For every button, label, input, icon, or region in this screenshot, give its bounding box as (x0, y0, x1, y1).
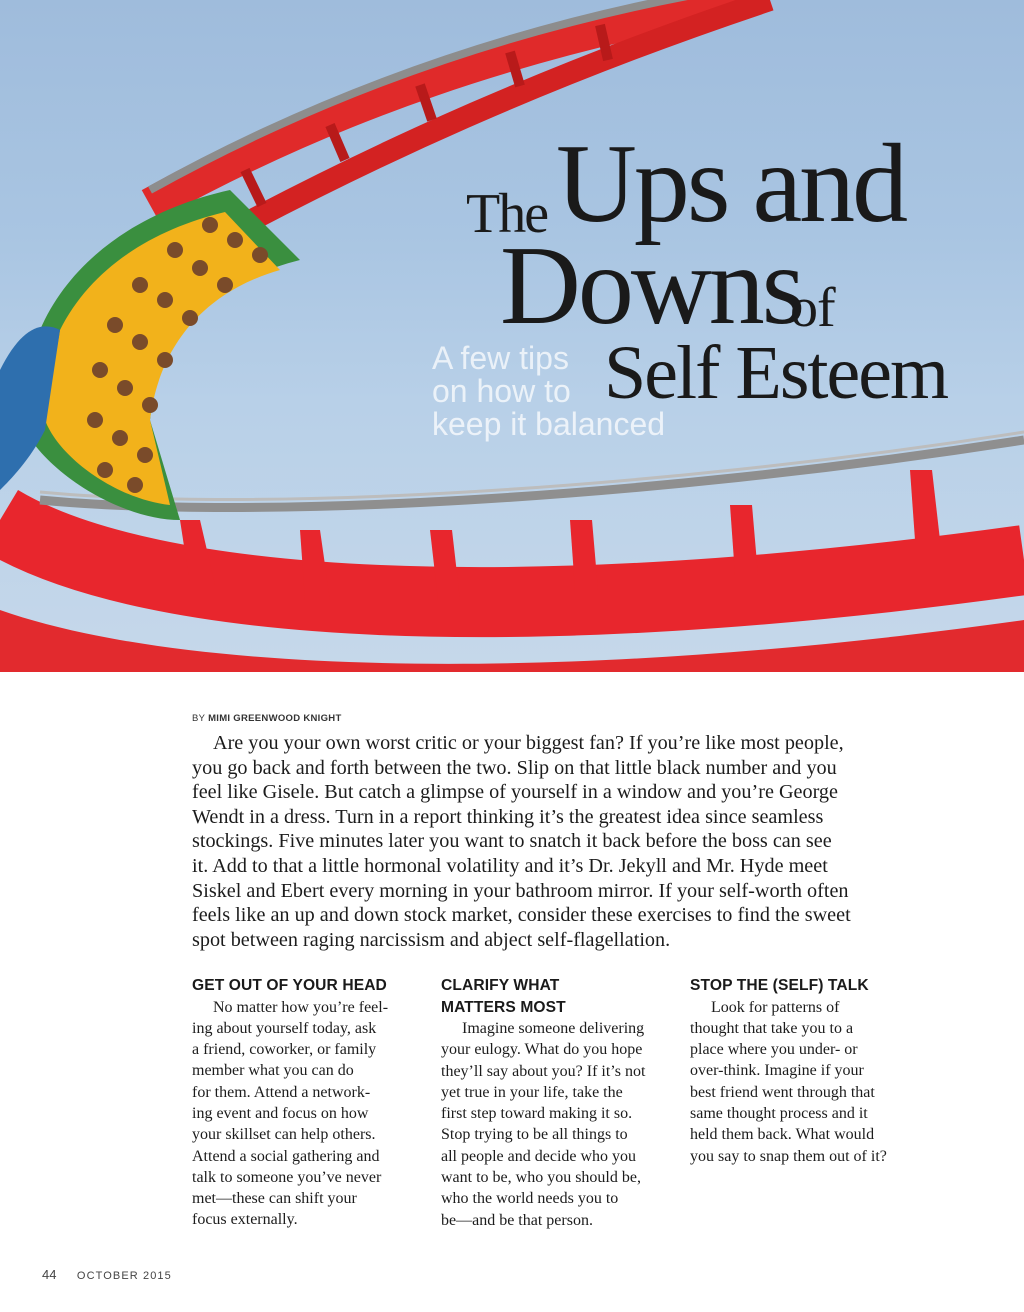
title-the: The (466, 183, 548, 245)
tip-heading (192, 975, 427, 997)
subtitle-line: keep it balanced (432, 406, 666, 442)
tip-heading (441, 975, 676, 1018)
tip-body-line: talk to someone you’ve never (192, 1168, 382, 1186)
byline-prefix: BY (192, 713, 206, 724)
tip-body-line: No matter how you’re feel- (213, 998, 389, 1016)
tip-body-line: Look for patterns of (711, 998, 840, 1016)
issue-date: OCTOBER 2015 (76, 1270, 172, 1282)
subtitle-line: on how to (432, 373, 571, 409)
tip-heading (690, 975, 925, 997)
tip-body-line: a friend, coworker, or family (192, 1041, 377, 1059)
tip-body-line: your skillset can help others. (192, 1126, 376, 1144)
tip-body-line: they’ll say about you? If it’s not (441, 1062, 646, 1080)
tip-body-line: same thought process and it (690, 1104, 868, 1122)
title-downs: Downs (500, 224, 803, 348)
intro-line: spot between raging narcissism and abject self-flagellation. (192, 928, 671, 951)
author-name: MIMI GREENWOOD KNIGHT (208, 713, 342, 724)
tip-body (192, 997, 427, 1231)
tip-body-line: who the world needs you to (441, 1190, 619, 1208)
tip-heading-line: STOP THE (SELF) TALK (690, 977, 869, 994)
tip-body-line: best friend went through that (690, 1083, 875, 1101)
tip-body-line: met—these can shift your (192, 1190, 357, 1208)
tip-body-line: member what you can do (192, 1062, 354, 1080)
tip-body-line: Imagine someone delivering (462, 1020, 645, 1037)
tip-body-line: Attend a social gathering and (192, 1147, 380, 1165)
tip-column-3 (690, 975, 925, 1167)
subtitle-line: A few tips (432, 340, 569, 376)
tip-body-line: your eulogy. What do you hope (441, 1041, 643, 1059)
intro-line: you go back and forth between the two. Slip on that little black number and you (192, 756, 837, 779)
tip-body-line: you say to snap them out of it? (690, 1147, 887, 1165)
tip-heading-line: CLARIFY WHAT (441, 977, 560, 994)
tip-body (441, 1018, 676, 1231)
tip-body-line: first step toward making it so. (441, 1105, 633, 1123)
tip-body-line: yet true in your life, take the (441, 1083, 623, 1101)
tip-body-line: place where you under- or (690, 1041, 858, 1059)
tip-column-1 (192, 975, 427, 1231)
intro-line: feels like an up and down stock market, consider these exercises to find the sweet (192, 904, 851, 927)
page-footer (42, 1266, 172, 1284)
tip-body-line: ing about yourself today, ask (192, 1019, 377, 1037)
tip-body-line: focus externally. (192, 1211, 298, 1229)
intro-paragraph (192, 731, 932, 952)
tip-heading-line: MATTERS MOST (441, 998, 566, 1016)
intro-line: stockings. Five minutes later you want to snatch it back before the boss can see (192, 830, 832, 853)
intro-line: Are you your own worst critic or your biggest fan? If you’re like most people, (213, 732, 844, 754)
tip-body-line: be—and be that person. (441, 1211, 593, 1229)
title-self-esteem: Self Esteem (604, 331, 948, 415)
intro-line: feel like Gisele. But catch a glimpse of yourself in a window and you’re George (192, 781, 838, 804)
tip-body-line: over-think. Imagine if your (690, 1062, 864, 1080)
subtitle (432, 342, 732, 441)
title-ups-and: Ups and (556, 122, 906, 246)
intro-line: Siskel and Ebert every morning in your bathroom mirror. If your self-worth often (192, 879, 849, 902)
tip-body-line: all people and decide who you (441, 1147, 637, 1165)
tip-body-line: want to be, who you should be, (441, 1169, 641, 1187)
tip-body-line: Stop trying to be all things to (441, 1126, 628, 1144)
tip-body (690, 997, 925, 1167)
tip-body-line: held them back. What would (690, 1126, 875, 1144)
tip-column-2 (441, 975, 676, 1231)
tip-body-line: for them. Attend a network- (192, 1083, 371, 1101)
tip-body-line: thought that take you to a (690, 1019, 854, 1037)
tip-body-line: ing event and focus on how (192, 1104, 369, 1122)
byline (192, 713, 342, 724)
title-of: of (790, 277, 835, 339)
page-number: 44 (42, 1267, 57, 1282)
tip-heading-line: GET OUT OF YOUR HEAD (192, 977, 387, 994)
intro-line: Wendt in a dress. Turn in a report thinking it’s the greatest idea since seamless (192, 805, 824, 828)
intro-line: it. Add to that a little hormonal volatility and it’s Dr. Jekyll and Mr. Hyde meet (192, 854, 828, 877)
